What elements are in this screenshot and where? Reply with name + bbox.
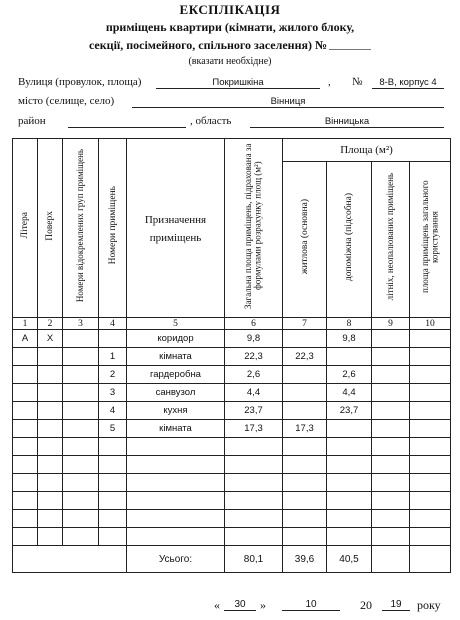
region-label: , область bbox=[190, 115, 232, 127]
group-cell bbox=[63, 384, 99, 402]
litera-cell bbox=[13, 420, 38, 438]
floor-cell bbox=[38, 456, 63, 474]
aux-area-cell bbox=[327, 510, 372, 528]
aux-area-cell: 23,7 bbox=[327, 402, 372, 420]
date-month: 10 bbox=[282, 599, 340, 611]
living-area-cell: 17,3 bbox=[283, 420, 327, 438]
building-number-value: 8-В, корпус 4 bbox=[372, 77, 444, 89]
aux-area-cell: 9,8 bbox=[327, 330, 372, 348]
street-label: Вулиця (провулок, площа) bbox=[18, 76, 142, 88]
table-row bbox=[13, 420, 451, 438]
table-row bbox=[13, 348, 451, 366]
common-area-cell bbox=[410, 348, 451, 366]
number-sign: № bbox=[352, 76, 363, 88]
column-number: 9 bbox=[372, 318, 410, 330]
date-year: 19 bbox=[382, 599, 410, 611]
total-area-cell: 4,4 bbox=[225, 384, 283, 402]
column-number: 4 bbox=[99, 318, 127, 330]
total-area-cell bbox=[225, 438, 283, 456]
group-cell bbox=[63, 330, 99, 348]
common-area-cell bbox=[410, 528, 451, 546]
summer-area-cell bbox=[372, 330, 410, 348]
total-living-value: 39,6 bbox=[283, 546, 327, 573]
header-rooms: Номери приміщень bbox=[99, 139, 127, 318]
room-number-cell: 2 bbox=[99, 366, 127, 384]
aux-area-cell bbox=[327, 438, 372, 456]
floor-cell bbox=[38, 528, 63, 546]
living-area-cell bbox=[283, 366, 327, 384]
column-number: 1 bbox=[13, 318, 38, 330]
table-row bbox=[13, 330, 451, 348]
column-numbers-row bbox=[13, 318, 451, 330]
purpose-cell: коридор bbox=[127, 330, 225, 348]
common-area-cell bbox=[410, 456, 451, 474]
city-value: Вінниця bbox=[132, 96, 444, 108]
aux-area-cell bbox=[327, 474, 372, 492]
living-area-cell bbox=[283, 438, 327, 456]
living-area-cell: 22,3 bbox=[283, 348, 327, 366]
living-area-cell bbox=[283, 528, 327, 546]
document-subtitle-line1: приміщень квартири (кімнати, жилого блоку, bbox=[105, 20, 355, 34]
total-label: Усього: bbox=[127, 546, 225, 573]
common-area-cell bbox=[410, 330, 451, 348]
total-area-cell bbox=[225, 474, 283, 492]
summer-area-cell bbox=[372, 438, 410, 456]
living-area-cell bbox=[283, 402, 327, 420]
aux-area-cell bbox=[327, 492, 372, 510]
common-area-cell bbox=[410, 438, 451, 456]
room-number-cell bbox=[99, 510, 127, 528]
total-common-value bbox=[410, 546, 451, 573]
total-summer-value bbox=[372, 546, 410, 573]
total-row bbox=[13, 546, 451, 573]
total-area-value: 80,1 bbox=[225, 546, 283, 573]
summer-area-cell bbox=[372, 402, 410, 420]
table-row bbox=[13, 438, 451, 456]
litera-cell bbox=[13, 510, 38, 528]
total-area-cell bbox=[225, 510, 283, 528]
room-number-cell: 3 bbox=[99, 384, 127, 402]
floor-cell bbox=[38, 384, 63, 402]
document-subtitle-line2 bbox=[0, 37, 460, 53]
city-label: місто (селище, село) bbox=[18, 95, 115, 107]
room-number-cell bbox=[99, 438, 127, 456]
room-number-cell bbox=[99, 456, 127, 474]
aux-area-cell bbox=[327, 348, 372, 366]
common-area-cell bbox=[410, 510, 451, 528]
table-row bbox=[13, 384, 451, 402]
litera-cell bbox=[13, 348, 38, 366]
table-row bbox=[13, 510, 451, 528]
floor-cell bbox=[38, 492, 63, 510]
group-cell bbox=[63, 510, 99, 528]
summer-area-cell bbox=[372, 420, 410, 438]
group-cell bbox=[63, 492, 99, 510]
column-number: 3 bbox=[63, 318, 99, 330]
document-title: ЕКСПЛІКАЦІЯ bbox=[179, 2, 281, 17]
explication-number-field bbox=[329, 37, 371, 50]
floor-cell bbox=[38, 474, 63, 492]
header-groups: Номери відокремлених груп приміщень bbox=[63, 139, 99, 318]
group-cell bbox=[63, 402, 99, 420]
total-area-cell: 22,3 bbox=[225, 348, 283, 366]
room-number-cell: 1 bbox=[99, 348, 127, 366]
district-label: район bbox=[18, 115, 46, 127]
total-area-cell: 2,6 bbox=[225, 366, 283, 384]
date-year-word: року bbox=[417, 598, 441, 612]
common-area-cell bbox=[410, 366, 451, 384]
purpose-cell: кухня bbox=[127, 402, 225, 420]
common-area-cell bbox=[410, 384, 451, 402]
purpose-cell: санвузол bbox=[127, 384, 225, 402]
group-cell bbox=[63, 456, 99, 474]
purpose-cell: кімната bbox=[127, 420, 225, 438]
column-number: 2 bbox=[38, 318, 63, 330]
purpose-cell: кімната bbox=[127, 348, 225, 366]
litera-cell bbox=[13, 492, 38, 510]
total-area-cell bbox=[225, 492, 283, 510]
aux-area-cell bbox=[327, 420, 372, 438]
aux-area-cell bbox=[327, 528, 372, 546]
table-row bbox=[13, 402, 451, 420]
room-number-cell: 5 bbox=[99, 420, 127, 438]
total-blank bbox=[13, 546, 127, 573]
date-close-quote: » bbox=[260, 598, 266, 612]
aux-area-cell: 2,6 bbox=[327, 366, 372, 384]
column-number: 10 bbox=[410, 318, 451, 330]
litera-cell bbox=[13, 456, 38, 474]
summer-area-cell bbox=[372, 474, 410, 492]
purpose-cell bbox=[127, 510, 225, 528]
header-auxiliary: допоміжна (підсобна) bbox=[327, 162, 372, 318]
floor-cell bbox=[38, 366, 63, 384]
total-area-cell bbox=[225, 456, 283, 474]
room-number-cell: 4 bbox=[99, 402, 127, 420]
summer-area-cell bbox=[372, 384, 410, 402]
living-area-cell bbox=[283, 510, 327, 528]
group-cell bbox=[63, 420, 99, 438]
litera-cell bbox=[13, 528, 38, 546]
explication-table bbox=[12, 138, 451, 573]
living-area-cell bbox=[283, 456, 327, 474]
column-number: 7 bbox=[283, 318, 327, 330]
litera-cell bbox=[13, 384, 38, 402]
street-comma: , bbox=[328, 76, 331, 88]
litera-cell bbox=[13, 474, 38, 492]
total-area-cell: 9,8 bbox=[225, 330, 283, 348]
purpose-cell: гардеробна bbox=[127, 366, 225, 384]
living-area-cell bbox=[283, 492, 327, 510]
living-area-cell bbox=[283, 330, 327, 348]
floor-cell bbox=[38, 510, 63, 528]
common-area-cell bbox=[410, 492, 451, 510]
purpose-cell bbox=[127, 474, 225, 492]
table-row bbox=[13, 474, 451, 492]
summer-area-cell bbox=[372, 348, 410, 366]
district-value bbox=[68, 116, 186, 128]
column-number: 5 bbox=[127, 318, 225, 330]
living-area-cell bbox=[283, 474, 327, 492]
group-cell bbox=[63, 366, 99, 384]
summer-area-cell bbox=[372, 492, 410, 510]
table-row bbox=[13, 492, 451, 510]
summer-area-cell bbox=[372, 510, 410, 528]
group-cell bbox=[63, 474, 99, 492]
header-purpose: Призначення приміщень bbox=[127, 139, 225, 318]
room-number-cell bbox=[99, 528, 127, 546]
purpose-cell bbox=[127, 456, 225, 474]
purpose-cell bbox=[127, 492, 225, 510]
header-total-area: Загальна площа приміщень, підрахована за формулами розрахунку площ (м²) bbox=[225, 139, 283, 318]
floor-cell bbox=[38, 438, 63, 456]
header-litera: Літера bbox=[13, 139, 38, 318]
total-area-cell: 17,3 bbox=[225, 420, 283, 438]
table-body bbox=[13, 330, 451, 546]
region-value: Вінницька bbox=[250, 116, 444, 128]
litera-cell bbox=[13, 402, 38, 420]
table-row bbox=[13, 528, 451, 546]
group-cell bbox=[63, 528, 99, 546]
date-day: 30 bbox=[224, 599, 256, 611]
table-row bbox=[13, 366, 451, 384]
subtitle-line2-text: секції, посімейного, спільного заселення) № bbox=[88, 38, 328, 52]
living-area-cell bbox=[283, 384, 327, 402]
common-area-cell bbox=[410, 474, 451, 492]
group-cell bbox=[63, 348, 99, 366]
summer-area-cell bbox=[372, 528, 410, 546]
document-subtitle-note: (вказати необхідне) bbox=[188, 56, 272, 67]
total-aux-value: 40,5 bbox=[327, 546, 372, 573]
purpose-cell bbox=[127, 528, 225, 546]
total-area-cell: 23,7 bbox=[225, 402, 283, 420]
aux-area-cell: 4,4 bbox=[327, 384, 372, 402]
header-floor: Поверх bbox=[38, 139, 63, 318]
room-number-cell bbox=[99, 474, 127, 492]
street-value: Покришкіна bbox=[156, 77, 320, 89]
total-area-cell bbox=[225, 528, 283, 546]
aux-area-cell bbox=[327, 456, 372, 474]
group-cell bbox=[63, 438, 99, 456]
date-open-quote: « bbox=[214, 598, 220, 612]
litera-cell: А bbox=[13, 330, 38, 348]
floor-cell bbox=[38, 348, 63, 366]
header-living: житлова (основна) bbox=[283, 162, 327, 318]
header-area-group: Площа (м²) bbox=[283, 139, 451, 162]
column-number: 6 bbox=[225, 318, 283, 330]
table-row bbox=[13, 456, 451, 474]
summer-area-cell bbox=[372, 366, 410, 384]
date-century: 20 bbox=[360, 598, 372, 612]
common-area-cell bbox=[410, 420, 451, 438]
litera-cell bbox=[13, 366, 38, 384]
litera-cell bbox=[13, 438, 38, 456]
purpose-cell bbox=[127, 438, 225, 456]
room-number-cell bbox=[99, 330, 127, 348]
header-common: площа приміщень загального користування bbox=[410, 162, 451, 318]
common-area-cell bbox=[410, 402, 451, 420]
floor-cell bbox=[38, 402, 63, 420]
column-number: 8 bbox=[327, 318, 372, 330]
room-number-cell bbox=[99, 492, 127, 510]
floor-cell: Х bbox=[38, 330, 63, 348]
summer-area-cell bbox=[372, 456, 410, 474]
floor-cell bbox=[38, 420, 63, 438]
header-summer: літніх, неопалюваних приміщень bbox=[372, 162, 410, 318]
